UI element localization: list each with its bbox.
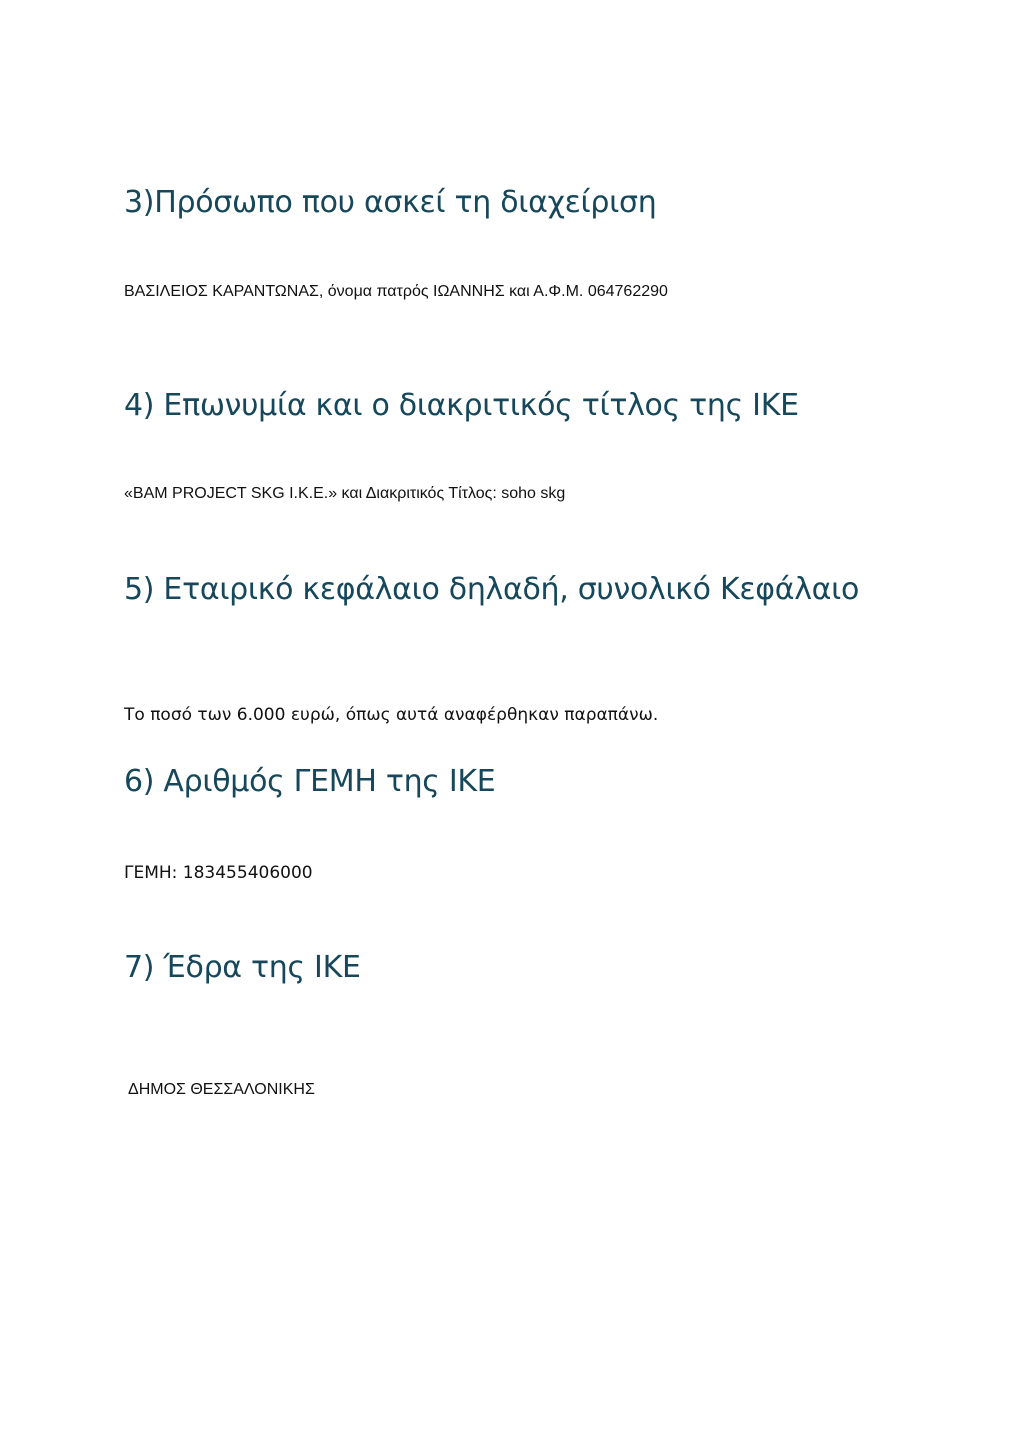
section-4-text: «BAM PROJECT SKG I.K.E.» και Διακριτικός Τίτλος: soho skg (124, 485, 566, 502)
section-4-heading: 4) Επωνυμία και ο διακριτικός τίτλος της ΙΚΕ (124, 388, 799, 423)
section-3-heading: 3)Πρόσωπο που ασκεί τη διαχείριση (124, 185, 657, 220)
section-7-heading: 7) Έδρα της ΙΚΕ (124, 950, 361, 985)
section-5-text: Το ποσό των 6.000 ευρώ, όπως αυτά αναφέρθηκαν παραπάνω. (124, 705, 659, 725)
section-5-heading: 5) Εταιρικό κεφάλαιο δηλαδή, συνολικό Κεφάλαιο (124, 572, 860, 607)
section-7-text: ΔΗΜΟΣ ΘΕΣΣΑΛΟΝΙΚΗΣ (128, 1081, 315, 1098)
section-6-text: ΓΕΜΗ: 183455406000 (124, 863, 313, 883)
section-3-text: ΒΑΣΙΛΕΙΟΣ ΚΑΡΑΝΤΩΝΑΣ, όνομα πατρός ΙΩΑΝΝΗΣ και Α.Φ.Μ. 064762290 (124, 283, 668, 300)
section-6-heading: 6) Αριθμός ΓΕΜΗ της ΙΚΕ (124, 764, 496, 799)
